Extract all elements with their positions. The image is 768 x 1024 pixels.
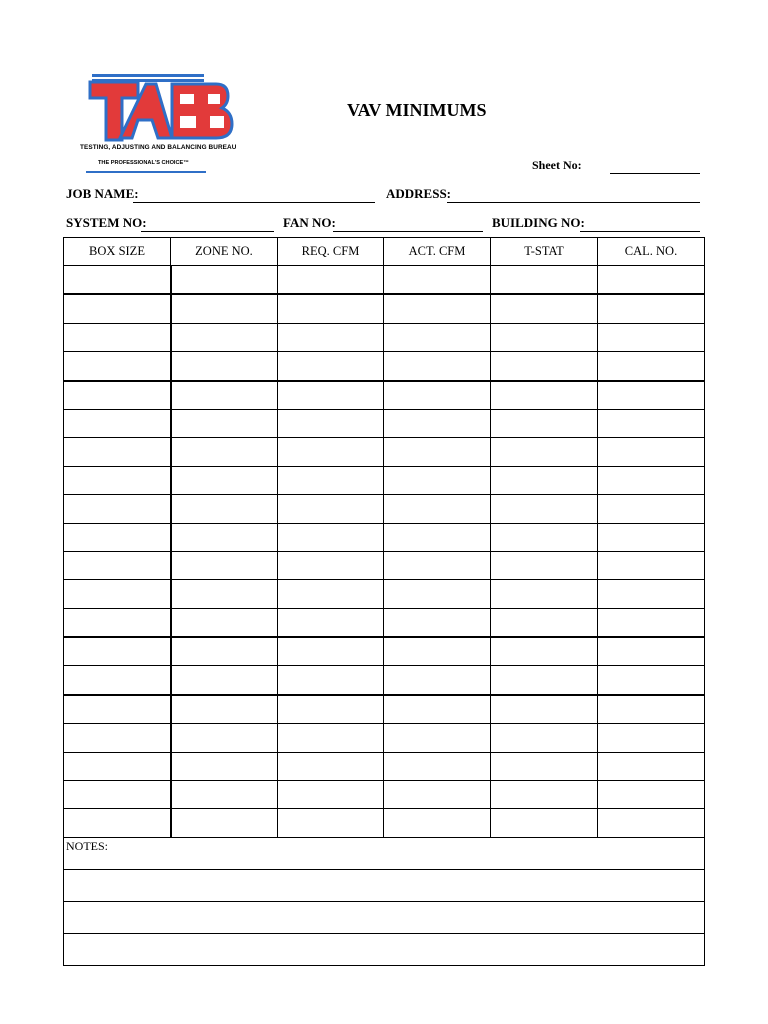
table-cell[interactable] xyxy=(171,495,278,523)
table-cell[interactable] xyxy=(384,580,491,608)
table-cell[interactable] xyxy=(598,666,705,695)
job-name-field[interactable] xyxy=(133,202,375,203)
table-cell[interactable] xyxy=(491,695,598,724)
col-header-cal-no: CAL. NO. xyxy=(598,238,705,266)
table-row xyxy=(64,580,705,608)
table-cell[interactable] xyxy=(171,580,278,608)
table-cell[interactable] xyxy=(278,294,384,323)
table-cell[interactable] xyxy=(64,438,171,466)
table-row xyxy=(64,266,705,295)
table-cell[interactable] xyxy=(598,580,705,608)
table-row xyxy=(64,666,705,695)
table-cell[interactable] xyxy=(278,781,384,809)
notes-cell[interactable] xyxy=(64,869,705,901)
table-cell[interactable] xyxy=(598,438,705,466)
table-cell[interactable] xyxy=(491,323,598,351)
table-cell[interactable] xyxy=(384,381,491,410)
building-no-field[interactable] xyxy=(580,231,700,232)
table-cell[interactable] xyxy=(491,438,598,466)
table-cell[interactable] xyxy=(491,724,598,752)
table-cell[interactable] xyxy=(598,323,705,351)
table-cell[interactable] xyxy=(491,637,598,666)
table-cell[interactable] xyxy=(64,608,171,637)
table-cell[interactable] xyxy=(598,551,705,579)
sheet-no-field[interactable] xyxy=(610,173,700,174)
table-cell[interactable] xyxy=(384,409,491,437)
table-cell[interactable] xyxy=(384,637,491,666)
table-row xyxy=(64,752,705,780)
table-cell[interactable] xyxy=(278,438,384,466)
table-cell[interactable] xyxy=(384,294,491,323)
table-cell[interactable] xyxy=(278,523,384,551)
table-cell[interactable] xyxy=(491,381,598,410)
notes-line xyxy=(64,869,705,901)
table-row xyxy=(64,495,705,523)
sheet-no-label: Sheet No: xyxy=(532,158,582,172)
building-no-label: BUILDING NO: xyxy=(492,215,585,230)
table-cell[interactable] xyxy=(171,752,278,780)
table-cell[interactable] xyxy=(598,809,705,837)
table-cell[interactable] xyxy=(384,724,491,752)
logo-tagline: TESTING, ADJUSTING AND BALANCING BUREAU xyxy=(80,144,237,151)
table-row xyxy=(64,409,705,437)
table-row xyxy=(64,438,705,466)
table-cell[interactable] xyxy=(171,466,278,494)
job-name-label: JOB NAME: xyxy=(66,186,139,201)
table-cell[interactable] xyxy=(491,352,598,381)
table-cell[interactable] xyxy=(171,781,278,809)
table-cell[interactable] xyxy=(64,809,171,837)
table-cell[interactable] xyxy=(384,495,491,523)
table-cell[interactable] xyxy=(384,666,491,695)
table-cell[interactable] xyxy=(491,294,598,323)
notes-row xyxy=(64,837,705,869)
table-cell[interactable] xyxy=(171,724,278,752)
table-cell[interactable] xyxy=(64,666,171,695)
table-cell[interactable] xyxy=(278,466,384,494)
table-cell[interactable] xyxy=(491,580,598,608)
table-cell[interactable] xyxy=(491,752,598,780)
table-cell[interactable] xyxy=(384,352,491,381)
table-cell[interactable] xyxy=(64,294,171,323)
logo-underline xyxy=(86,171,206,173)
table-cell[interactable] xyxy=(171,323,278,351)
notes-cell[interactable] xyxy=(64,901,705,933)
table-cell[interactable] xyxy=(491,466,598,494)
table-cell[interactable] xyxy=(171,637,278,666)
vav-table xyxy=(63,237,705,966)
table-cell[interactable] xyxy=(64,752,171,780)
table-cell[interactable] xyxy=(278,666,384,695)
table-cell[interactable] xyxy=(171,409,278,437)
table-cell[interactable] xyxy=(171,695,278,724)
table-cell[interactable] xyxy=(64,409,171,437)
table-cell[interactable] xyxy=(171,666,278,695)
notes-line xyxy=(64,933,705,965)
table-cell[interactable] xyxy=(171,381,278,410)
table-cell[interactable] xyxy=(384,466,491,494)
notes-cell[interactable] xyxy=(64,933,705,965)
table-row xyxy=(64,695,705,724)
address-label: ADDRESS: xyxy=(386,186,452,201)
table-cell[interactable] xyxy=(278,695,384,724)
table-cell[interactable] xyxy=(384,752,491,780)
table-cell[interactable] xyxy=(64,724,171,752)
tabb-logo xyxy=(76,72,237,180)
table-cell[interactable] xyxy=(384,523,491,551)
page-title: VAV MINIMUMS xyxy=(347,100,487,120)
table-cell[interactable] xyxy=(278,495,384,523)
table-header-row xyxy=(64,238,705,266)
table-row xyxy=(64,724,705,752)
table-cell[interactable] xyxy=(64,523,171,551)
table-row xyxy=(64,608,705,637)
table-cell[interactable] xyxy=(384,809,491,837)
table-cell[interactable] xyxy=(64,637,171,666)
table-cell[interactable] xyxy=(598,266,705,295)
table-cell[interactable] xyxy=(491,266,598,295)
table-row xyxy=(64,466,705,494)
table-cell[interactable] xyxy=(491,781,598,809)
table-cell[interactable] xyxy=(64,323,171,351)
table-row xyxy=(64,294,705,323)
table-cell[interactable] xyxy=(64,695,171,724)
table-cell[interactable] xyxy=(278,580,384,608)
table-cell[interactable] xyxy=(171,551,278,579)
table-cell[interactable] xyxy=(598,495,705,523)
notes-label: NOTES: xyxy=(64,837,705,869)
table-cell[interactable] xyxy=(64,781,171,809)
table-cell[interactable] xyxy=(278,323,384,351)
table-cell[interactable] xyxy=(384,438,491,466)
tabb-logo-mark xyxy=(76,72,234,150)
col-header-req-cfm: REQ. CFM xyxy=(278,238,384,266)
table-cell[interactable] xyxy=(278,637,384,666)
table-cell[interactable] xyxy=(491,523,598,551)
table-cell[interactable] xyxy=(278,409,384,437)
table-row xyxy=(64,781,705,809)
table-cell[interactable] xyxy=(278,266,384,295)
table-cell[interactable] xyxy=(384,323,491,351)
table-cell[interactable] xyxy=(64,580,171,608)
system-no-field[interactable] xyxy=(141,231,274,232)
table-cell[interactable] xyxy=(278,809,384,837)
table-cell[interactable] xyxy=(491,495,598,523)
table-cell[interactable] xyxy=(278,752,384,780)
table-cell[interactable] xyxy=(278,724,384,752)
table-row xyxy=(64,637,705,666)
col-header-box-size: BOX SIZE xyxy=(64,238,171,266)
address-field[interactable] xyxy=(447,202,700,203)
table-cell[interactable] xyxy=(491,551,598,579)
table-cell[interactable] xyxy=(64,551,171,579)
table-cell[interactable] xyxy=(598,608,705,637)
table-cell[interactable] xyxy=(278,551,384,579)
table-cell[interactable] xyxy=(171,266,278,295)
notes-line xyxy=(64,901,705,933)
table-cell[interactable] xyxy=(171,294,278,323)
table-row xyxy=(64,551,705,579)
table-cell[interactable] xyxy=(278,608,384,637)
table-cell[interactable] xyxy=(171,352,278,381)
logo-slogan: THE PROFESSIONAL'S CHOICE™ xyxy=(98,160,189,166)
col-header-t-stat: T-STAT xyxy=(491,238,598,266)
table-cell[interactable] xyxy=(171,608,278,637)
col-header-zone-no: ZONE NO. xyxy=(171,238,278,266)
table-cell[interactable] xyxy=(278,352,384,381)
table-cell[interactable] xyxy=(598,637,705,666)
system-no-label: SYSTEM NO: xyxy=(66,215,147,230)
table-row xyxy=(64,523,705,551)
table-row xyxy=(64,809,705,837)
table-row xyxy=(64,352,705,381)
table-cell[interactable] xyxy=(598,409,705,437)
table-cell[interactable] xyxy=(171,438,278,466)
table-cell[interactable] xyxy=(171,809,278,837)
col-header-act-cfm: ACT. CFM xyxy=(384,238,491,266)
table-cell[interactable] xyxy=(384,551,491,579)
table-cell[interactable] xyxy=(598,752,705,780)
table-cell[interactable] xyxy=(598,695,705,724)
table-cell[interactable] xyxy=(64,352,171,381)
table-cell[interactable] xyxy=(598,781,705,809)
table-cell[interactable] xyxy=(491,666,598,695)
table-cell[interactable] xyxy=(171,523,278,551)
table-cell[interactable] xyxy=(598,352,705,381)
table-row xyxy=(64,323,705,351)
table-cell[interactable] xyxy=(384,608,491,637)
table-cell[interactable] xyxy=(598,523,705,551)
table-cell[interactable] xyxy=(64,495,171,523)
table-cell[interactable] xyxy=(598,724,705,752)
table-cell[interactable] xyxy=(278,381,384,410)
table-cell[interactable] xyxy=(491,608,598,637)
fan-no-label: FAN NO: xyxy=(283,215,336,230)
table-row xyxy=(64,381,705,410)
table-cell[interactable] xyxy=(384,266,491,295)
fan-no-field[interactable] xyxy=(333,231,483,232)
table-cell[interactable] xyxy=(384,695,491,724)
table-cell[interactable] xyxy=(64,381,171,410)
table-cell[interactable] xyxy=(64,466,171,494)
table-cell[interactable] xyxy=(64,266,171,295)
table-cell[interactable] xyxy=(598,381,705,410)
table-cell[interactable] xyxy=(598,294,705,323)
table-cell[interactable] xyxy=(491,409,598,437)
table-cell[interactable] xyxy=(384,781,491,809)
table-cell[interactable] xyxy=(491,809,598,837)
table-cell[interactable] xyxy=(598,466,705,494)
